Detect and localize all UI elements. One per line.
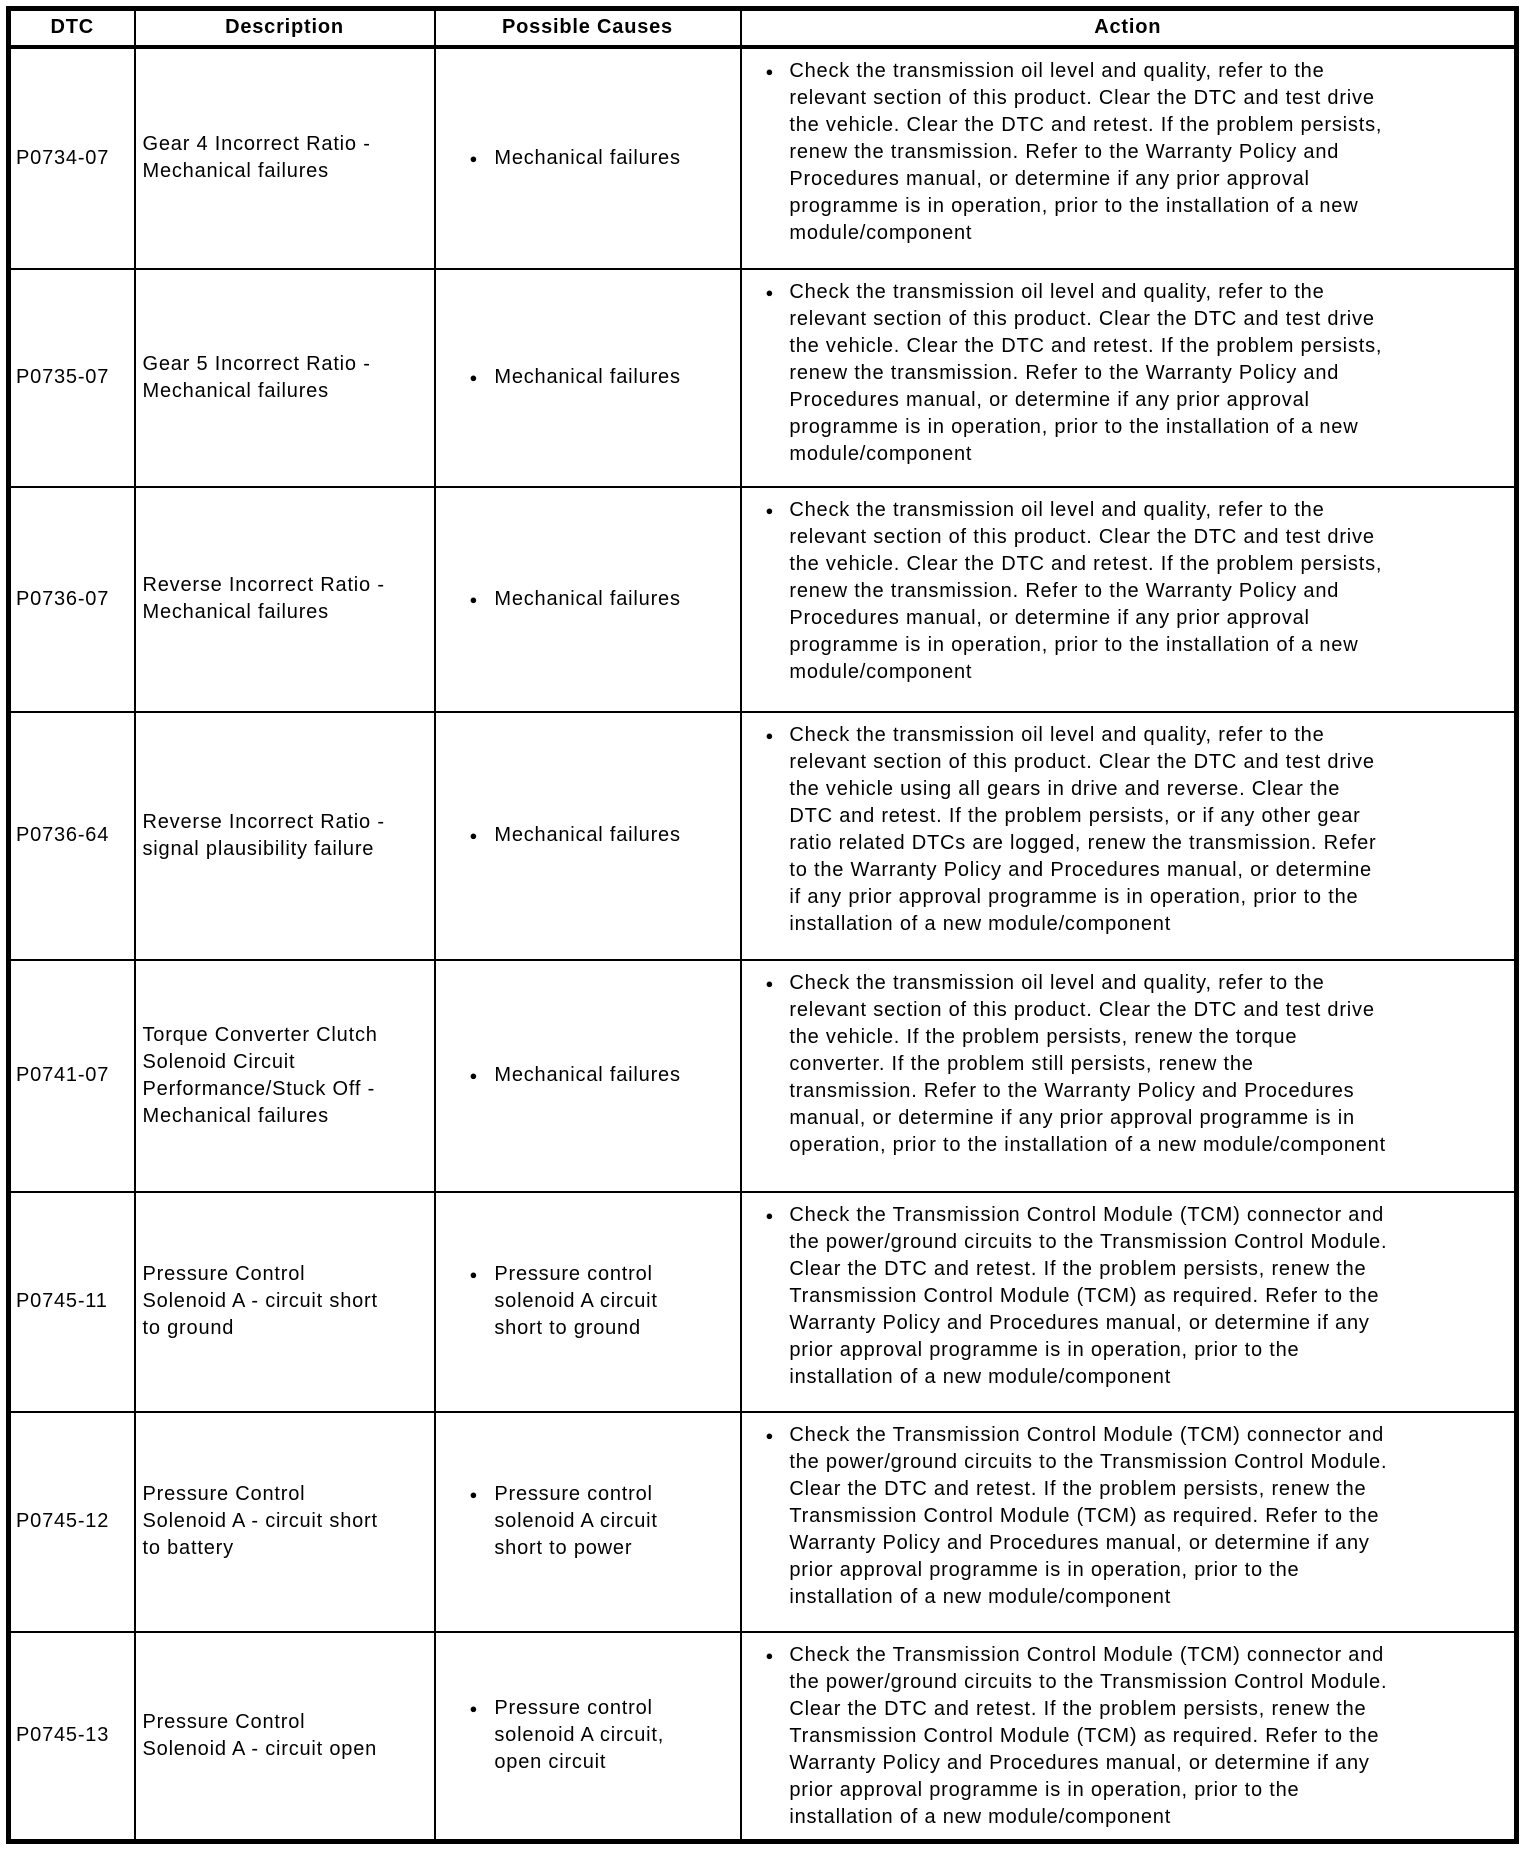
description-cell (135, 269, 435, 487)
description-cell (135, 1412, 435, 1632)
action-item (742, 970, 1505, 1159)
description-text: Reverse Incorrect Ratio - Mechanical failures (142, 574, 385, 623)
causes-cell (435, 1632, 741, 1842)
cause-item (442, 1261, 734, 1342)
description-cell (135, 487, 435, 712)
dtc-code: P0736-64 (16, 824, 110, 846)
dtc-cell (9, 1192, 135, 1412)
cause-item (442, 586, 734, 613)
action-text: Check the transmission oil level and quality, refer to the relevant section of this product. Clear the DTC and test drive the vehicle using all gears in drive and reverse. Clear the DTC and retest. If the problem persists, or if any other gear ratio related DTCs are logged, renew the transmission. Refer to the Warranty Policy and Procedures manual, or determine if any prior approval programme is in operation, prior to the installation of a new module/component (789, 723, 1377, 935)
dtc-code: P0745-13 (16, 1724, 110, 1746)
dtc-code: P0741-07 (16, 1064, 110, 1086)
dtc-cell (9, 1632, 135, 1842)
action-item (742, 58, 1505, 247)
action-cell (741, 1412, 1517, 1632)
dtc-cell (9, 960, 135, 1192)
dtc-code: P0734-07 (16, 146, 110, 169)
action-item (742, 1202, 1505, 1391)
bullet-icon: ● (469, 150, 478, 166)
cause-text: Mechanical failures (494, 1064, 681, 1086)
causes-cell (435, 1192, 741, 1412)
description-cell (135, 1632, 435, 1842)
action-cell (741, 487, 1517, 712)
description-text: Reverse Incorrect Ratio - signal plausibility failure (142, 810, 385, 860)
dtc-table (6, 6, 1519, 1844)
bullet-icon: ● (765, 1207, 774, 1223)
table-row (9, 712, 1517, 960)
cause-item (442, 822, 734, 849)
table-row (9, 487, 1517, 712)
causes-cell (435, 487, 741, 712)
cause-text: Mechanical failures (494, 146, 681, 169)
header-cell-description: Description (135, 9, 435, 47)
dtc-cell (9, 487, 135, 712)
table-row (9, 1632, 1517, 1842)
bullet-icon: ● (469, 828, 478, 843)
header-cell-possible-causes: Possible Causes (435, 9, 741, 47)
description-text: Pressure Control Solenoid A - circuit short to ground (142, 1263, 378, 1339)
action-cell (741, 960, 1517, 1192)
bullet-icon: ● (469, 1068, 478, 1083)
action-cell (741, 712, 1517, 960)
dtc-cell (9, 269, 135, 487)
cause-item (442, 145, 734, 172)
header-cell-dtc: DTC (9, 9, 135, 47)
action-item (742, 722, 1505, 938)
action-text: Check the transmission oil level and quality, refer to the relevant section of this product. Clear the DTC and test drive the vehicle. If the problem persists, renew the torque converter. If the problem still persists, renew the transmission. Refer to the Warranty Policy and Procedures manual, or determine if any prior approval programme is in operation, prior to the installation of a new module/component (789, 971, 1386, 1156)
table-row (9, 960, 1517, 1192)
cause-item (442, 364, 734, 391)
bullet-icon: ● (765, 727, 774, 743)
action-cell (741, 1192, 1517, 1412)
header-cell-action: Action (741, 9, 1517, 47)
bullet-icon: ● (469, 591, 478, 607)
action-text: Check the Transmission Control Module (TCM) connector and the power/ground circuits to the Transmission Control Module. Clear the DTC and retest. If the problem persists, renew the Transmission Control Module (TCM) as required. Refer to the Warranty Policy and Procedures manual, or determine if any prior approval programme is in operation, prior to the installation of a new module/component (789, 1423, 1388, 1608)
cause-text: Mechanical failures (494, 587, 681, 610)
action-cell (741, 269, 1517, 487)
description-text: Gear 5 Incorrect Ratio - Mechanical failures (142, 352, 371, 402)
action-text: Check the transmission oil level and quality, refer to the relevant section of this product. Clear the DTC and test drive the vehicle. Clear the DTC and retest. If the problem persists, renew the transmission. Refer to the Warranty Policy and Procedures manual, or determine if any prior approval programme is in operation, prior to the installation of a new module/component (789, 280, 1383, 465)
bullet-icon: ● (765, 975, 774, 991)
cause-text: Pressure control solenoid A circuit short to ground (494, 1263, 658, 1339)
action-cell (741, 1632, 1517, 1842)
description-text: Gear 4 Incorrect Ratio - Mechanical failures (142, 133, 371, 182)
description-cell (135, 960, 435, 1192)
description-text: Pressure Control Solenoid A - circuit open (142, 1710, 378, 1760)
table-row (9, 1192, 1517, 1412)
bullet-icon: ● (469, 370, 478, 385)
description-cell (135, 1192, 435, 1412)
action-text: Check the Transmission Control Module (TCM) connector and the power/ground circuits to the Transmission Control Module. Clear the DTC and retest. If the problem persists, renew the Transmission Control Module (TCM) as required. Refer to the Warranty Policy and Procedures manual, or determine if any prior approval programme is in operation, prior to the installation of a new module/component (789, 1203, 1388, 1388)
dtc-code: P0745-12 (16, 1510, 110, 1532)
cause-item (442, 1481, 734, 1562)
header-row (9, 9, 1517, 47)
action-text: Check the Transmission Control Module (TCM) connector and the power/ground circuits to the Transmission Control Module. Clear the DTC and retest. If the problem persists, renew the Transmission Control Module (TCM) as required. Refer to the Warranty Policy and Procedures manual, or determine if any prior approval programme is in operation, prior to the installation of a new module/component (789, 1643, 1388, 1828)
action-text: Check the transmission oil level and quality, refer to the relevant section of this product. Clear the DTC and test drive the vehicle. Clear the DTC and retest. If the problem persists, renew the transmission. Refer to the Warranty Policy and Procedures manual, or determine if any prior approval programme is in operation, prior to the installation of a new module/component (789, 498, 1383, 683)
action-item (742, 279, 1505, 468)
causes-cell (435, 47, 741, 269)
cause-item (442, 1062, 734, 1089)
table-row (9, 1412, 1517, 1632)
action-item (742, 1422, 1505, 1611)
bullet-icon: ● (765, 502, 774, 518)
action-text: Check the transmission oil level and quality, refer to the relevant section of this product. Clear the DTC and test drive the vehicle. Clear the DTC and retest. If the problem persists, renew the transmission. Refer to the Warranty Policy and Procedures manual, or determine if any prior approval programme is in operation, prior to the installation of a new module/component (789, 59, 1383, 244)
cause-text: Mechanical failures (494, 824, 681, 846)
causes-cell (435, 712, 741, 960)
cause-text: Pressure control solenoid A circuit short to power (494, 1483, 658, 1559)
cause-text: Pressure control solenoid A circuit, open circuit (494, 1697, 665, 1773)
description-cell (135, 712, 435, 960)
cause-text: Mechanical failures (494, 366, 681, 388)
action-item (742, 1642, 1505, 1831)
bullet-icon: ● (765, 63, 774, 79)
bullet-icon: ● (469, 1267, 478, 1282)
bullet-icon: ● (765, 1647, 774, 1663)
cause-item (442, 1695, 734, 1776)
action-item (742, 497, 1505, 686)
dtc-cell (9, 1412, 135, 1632)
dtc-cell (9, 47, 135, 269)
dtc-code: P0736-07 (16, 587, 110, 610)
description-cell (135, 47, 435, 269)
bullet-icon: ● (469, 1701, 478, 1716)
table-row (9, 47, 1517, 269)
causes-cell (435, 269, 741, 487)
bullet-icon: ● (469, 1487, 478, 1502)
dtc-cell (9, 712, 135, 960)
causes-cell (435, 1412, 741, 1632)
description-text: Torque Converter Clutch Solenoid Circuit Performance/Stuck Off - Mechanical failures (142, 1023, 378, 1127)
description-text: Pressure Control Solenoid A - circuit short to battery (142, 1483, 378, 1559)
action-cell (741, 47, 1517, 269)
table-row (9, 269, 1517, 487)
dtc-code: P0735-07 (16, 366, 110, 388)
bullet-icon: ● (765, 1427, 774, 1443)
dtc-code: P0745-11 (16, 1290, 108, 1312)
bullet-icon: ● (765, 284, 774, 300)
causes-cell (435, 960, 741, 1192)
